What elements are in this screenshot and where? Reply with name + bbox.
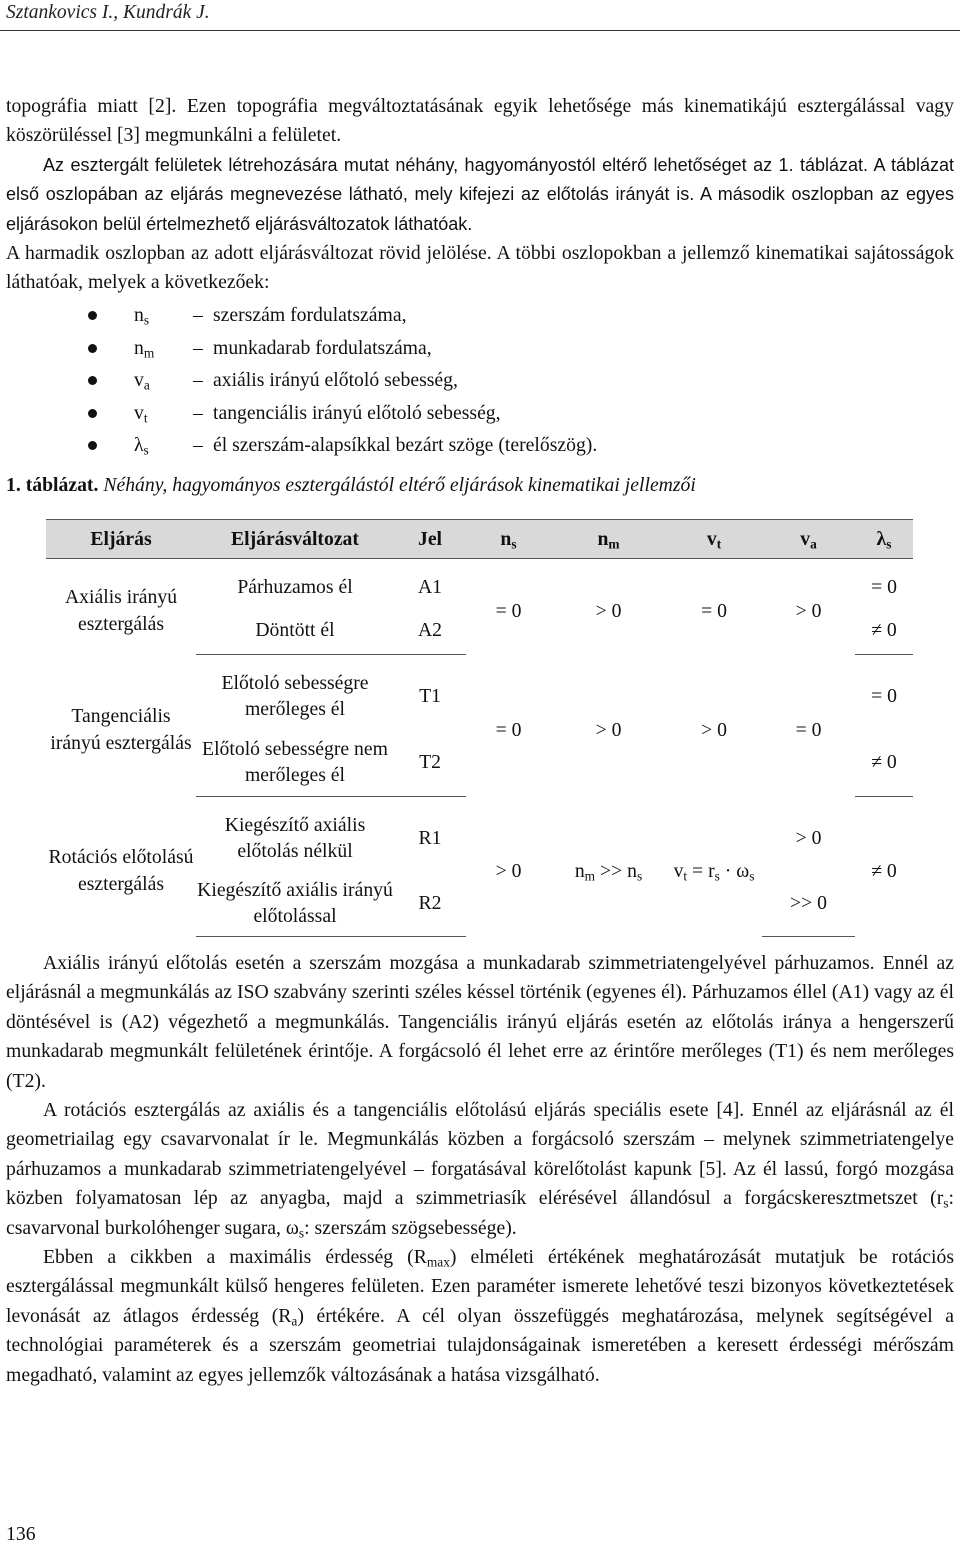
bullet-icon [88, 409, 97, 418]
list-description: él szerszám-alapsíkkal bezárt szöge (terelőszög). [213, 434, 598, 457]
list-item [6, 364, 946, 397]
list-description: tangenciális irányú előtoló sebesség, [213, 401, 501, 424]
table-header-row [46, 520, 913, 559]
list-dash: – [193, 401, 203, 424]
symbol-list [6, 299, 946, 462]
list-dash: – [193, 304, 203, 326]
caption-label: 1. táblázat. [6, 474, 99, 496]
bullet-icon [88, 376, 97, 385]
value-cell: = 0 [871, 576, 897, 598]
value-cell: $v_t = r_s \cdot \omega_s$ [673, 860, 755, 884]
body-paragraphs [6, 949, 954, 1390]
intro-sentence-2 [6, 151, 954, 239]
list-dash: – [193, 434, 203, 457]
value-cell: = 0 [795, 719, 822, 742]
value-cell: ≠ 0 [871, 860, 897, 883]
list-item [6, 299, 946, 332]
kinematics-table [46, 519, 913, 937]
value-cell: > 0 [595, 600, 622, 623]
list-description: szerszám fordulatszáma, [213, 304, 407, 326]
paragraph-rotational: A rotációs esztergálás az axiális és a tangenciális előtolású eljárás speciális esete [4]. Ennél az eljárásnál az él geometriailag egy csavarvonalat ír le. Megmunkálás közben a forgácsoló szerszám – melynek szimmetriatengelye párhuzamos a munkadarab szimmetriatengelyével – forgatásával körelőtolást kapunk [5]. Az él lassú, forgó mozgása közben folyamatosan lép az anyagba, majd a szimmetriasík elérésével állandósul a forgácskeresztmetszet ($r_s$: csavarvonal burkolóhenger sugara, $\omega_s$: szerszám szögsebessége). [6, 1099, 954, 1240]
variant-cell: Kiegészítő axiális előtolás nélkül [224, 814, 366, 862]
bullet-icon [88, 344, 97, 353]
list-description: munkadarab fordulatszáma, [213, 336, 432, 359]
list-dash: – [193, 369, 203, 392]
value-cell: > 0 [795, 827, 822, 849]
intro-text-3: A táblázat első oszlopában az eljárás megnevezése látható, mely kifejezi az előtolás irányát is. A második oszlopban az egyes eljárásokon belül értelmezhető eljárásváltozatok láthatóak. [6, 154, 954, 234]
list-description: axiális irányú előtoló sebesség, [213, 369, 458, 392]
running-header: Sztankovics I., Kundrák J. [6, 2, 210, 23]
caption-text: Néhány, hagyományos esztergálástól eltérő eljárások kinematikai jellemzői [103, 474, 696, 496]
value-cell: = 0 [701, 600, 727, 623]
header-cell: Eljárás [46, 520, 196, 559]
code-cell: R2 [394, 870, 466, 937]
table-row [46, 806, 913, 870]
variant-cell: Párhuzamos él [237, 576, 353, 598]
code-cell: T1 [419, 685, 441, 707]
list-symbol: $v_a$ [134, 369, 150, 393]
table-caption [6, 474, 696, 497]
value-cell: $n_m >> n_s$ [574, 860, 643, 884]
value-cell: ≠ 0 [855, 728, 913, 797]
code-cell: A1 [417, 576, 443, 598]
list-item [6, 332, 946, 365]
code-cell: T2 [394, 728, 466, 797]
table-row [46, 568, 913, 606]
paragraph-axial: Axiális irányú előtolás esetén a szerszám mozgása a munkadarab szimmetriatengelyével párhuzamos. Ennél az eljárásnál a megmunkálás az ISO szabvány szerinti széles késsel történik (egyenes él). Párhuzamos éllel (A1) vagy az él döntésével is (A2) végezhető a megmunkálás. Tangenciális irányú eljárás esetén az előtolás iránya a hengerszerű munkadarab megmunkált felületének érintője. A forgácsoló él lehet erre az érintőre merőleges (T1) és nem merőleges (T2). [6, 952, 954, 1092]
method-cell: Tangenciális irányú esztergálás [50, 705, 192, 755]
list-symbol: $n_m$ [134, 336, 155, 360]
variant-cell: Előtoló sebességre merőleges él [221, 672, 369, 720]
list-symbol: $v_t$ [134, 401, 148, 426]
header-cell: $v_t$ [666, 520, 762, 559]
value-cell: > 0 [595, 719, 622, 742]
list-dash: – [193, 336, 203, 359]
header-cell: Jel [394, 520, 466, 559]
table-row [46, 664, 913, 728]
list-item [6, 397, 946, 430]
header-rule [0, 30, 960, 31]
value-cell: > 0 [701, 719, 727, 742]
list-symbol: $\lambda_s$ [134, 434, 149, 458]
bullet-icon [88, 311, 97, 320]
code-cell: A2 [394, 606, 466, 655]
value-cell: > 0 [495, 860, 522, 883]
header-cell: $n_s$ [466, 520, 551, 559]
paragraph-aim: Ebben a cikkben a maximális érdesség $(R_{max})$ elméleti értékének meghatározását mutatjuk be rotációs esztergálással megmunkált külső hengeres felületen. Ezen paraméter ismerete lehetővé teszi bizonyos következtetések levonását az átlagos érdesség $(R_a)$ értékére. A cél olyan összefüggés meghatározása, melynek segítségével a technológiai paraméterek és a szerszám geometriai tulajdonságainak ismeretében a keresett érdességi mérőszám megadható, valamint az egyes jellemzők változásának a hatása vizsgálható. [6, 1246, 954, 1386]
value-cell: = 0 [871, 685, 897, 707]
value-cell: ≠ 0 [855, 606, 913, 655]
intro-sentence-3: A harmadik oszlopban az adott eljárásváltozat rövid jelölése. A többi oszlopokban a jellemző kinematikai sajátosságok láthatóak, melyek a következőek: [6, 242, 954, 294]
code-cell: R1 [418, 827, 442, 849]
list-symbol: $n_s$ [134, 304, 150, 328]
intro-text-2: Az esztergált felületek létrehozására mutat néhány, hagyományostól eltérő lehetőséget az 1. táblázat. [43, 154, 869, 175]
list-item [6, 429, 946, 462]
header-cell: Eljárásváltozat [196, 520, 394, 559]
header-cell: $\lambda_s$ [855, 520, 913, 559]
page-number: 136 [6, 1523, 36, 1545]
header-cell: $v_a$ [762, 520, 855, 559]
variant-cell: Döntött él [196, 606, 394, 655]
method-cell: Rotációs előtolású esztergálás [48, 846, 194, 896]
method-cell: Axiális irányú esztergálás [64, 586, 178, 636]
variant-cell: Kiegészítő axiális irányú előtolással [196, 870, 394, 937]
variant-cell: Előtoló sebességre nem merőleges él [196, 728, 394, 797]
header-cell: $n_m$ [551, 520, 666, 559]
intro-paragraph [6, 92, 954, 298]
intro-sentence-1: topográfia miatt [2]. Ezen topográfia megváltoztatásának egyik lehetősége más kinematikájú esztergálással vagy köszörüléssel [3] megmunkálni a felületet. [6, 95, 954, 147]
value-cell: > 0 [795, 600, 822, 623]
value-cell: >> 0 [762, 870, 855, 937]
value-cell: = 0 [495, 719, 522, 742]
value-cell: = 0 [495, 600, 522, 623]
bullet-icon [88, 441, 97, 450]
